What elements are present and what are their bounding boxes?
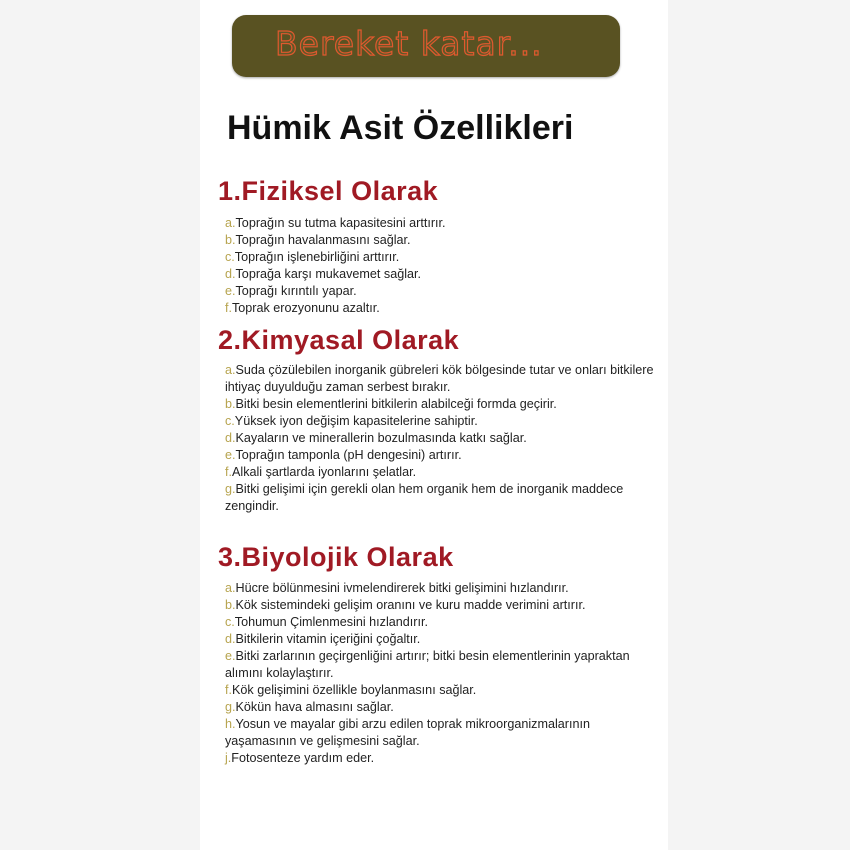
- item-text: Kök gelişimini özellikle boylanmasını sağlar.: [232, 683, 477, 697]
- list-item: [225, 464, 655, 481]
- item-text: Yosun ve mayalar gibi arzu edilen toprak mikroorganizmalarının yaşamasının ve gelişmesini sağlar.: [225, 717, 590, 748]
- item-marker: b.: [225, 397, 236, 411]
- item-text: Hücre bölünmesini ivmelendirerek bitki gelişimini hızlandırır.: [235, 581, 569, 595]
- item-marker: j.: [225, 751, 232, 765]
- item-text: Bitkilerin vitamin içeriğini çoğaltır.: [235, 632, 421, 646]
- item-marker: b.: [225, 233, 236, 247]
- list-item: [225, 614, 655, 631]
- list-item: [225, 682, 655, 699]
- list-item: [225, 750, 655, 767]
- item-text: Toprağın işlenebirliğini arttırır.: [234, 250, 400, 264]
- section-list-biological: [225, 580, 655, 767]
- item-text: Toprağa karşı mukavemet sağlar.: [235, 267, 422, 281]
- list-item: [225, 716, 655, 750]
- list-item: [225, 300, 655, 317]
- item-text: Kayaların ve minerallerin bozulmasında katkı sağlar.: [235, 431, 527, 445]
- item-text: Toprağın havalanmasını sağlar.: [235, 233, 411, 247]
- list-item: [225, 580, 655, 597]
- section-title-physical: 1.Fiziksel Olarak: [218, 176, 439, 206]
- list-item: [225, 631, 655, 648]
- item-marker: e.: [225, 448, 236, 462]
- item-marker: d.: [225, 267, 236, 281]
- section-list-physical: [225, 215, 655, 317]
- item-marker: b.: [225, 598, 236, 612]
- item-text: Tohumun Çimlenmesini hızlandırır.: [234, 615, 428, 629]
- section-list-chemical: [225, 362, 655, 515]
- list-item: [225, 481, 655, 515]
- item-marker: a.: [225, 363, 236, 377]
- item-marker: a.: [225, 581, 236, 595]
- item-text: Yüksek iyon değişim kapasitelerine sahiptir.: [234, 414, 478, 428]
- item-marker: h.: [225, 717, 236, 731]
- list-item: [225, 396, 655, 413]
- item-marker: e.: [225, 649, 236, 663]
- list-item: [225, 266, 655, 283]
- page-title: Hümik Asit Özellikleri: [227, 109, 574, 147]
- list-item: [225, 597, 655, 614]
- section-title-chemical: 2.Kimyasal Olarak: [218, 325, 460, 355]
- item-text: Suda çözülebilen inorganik gübreleri kök bölgesinde tutar ve onları bitkilere ihtiyaç duyulduğu zaman serbest bırakır.: [225, 363, 654, 394]
- item-marker: a.: [225, 216, 236, 230]
- item-text: Toprağın su tutma kapasitesini arttırır.: [235, 216, 446, 230]
- item-marker: c.: [225, 414, 235, 428]
- item-text: Toprak erozyonunu azaltır.: [232, 301, 380, 315]
- item-text: Bitki gelişimi için gerekli olan hem organik hem de inorganik maddece zengindir.: [225, 482, 624, 513]
- list-item: [225, 447, 655, 464]
- item-text: Bitki zarlarının geçirgenliğini artırır; bitki besin elementlerinin yapraktan alımını kolaylaştırır.: [225, 649, 630, 680]
- list-item: [225, 413, 655, 430]
- section-title-biological: 3.Biyolojik Olarak: [218, 542, 454, 572]
- item-text: Alkali şartlarda iyonlarını şelatlar.: [232, 465, 417, 479]
- item-text: Toprağı kırıntılı yapar.: [235, 284, 357, 298]
- item-text: Kök sistemindeki gelişim oranını ve kuru madde verimini artırır.: [235, 598, 586, 612]
- item-marker: g.: [225, 700, 236, 714]
- item-text: Kökün hava almasını sağlar.: [235, 700, 394, 714]
- list-item: [225, 283, 655, 300]
- item-marker: e.: [225, 284, 236, 298]
- item-marker: c.: [225, 615, 235, 629]
- item-marker: d.: [225, 431, 236, 445]
- item-marker: f.: [225, 683, 232, 697]
- item-text: Toprağın tamponla (pH dengesini) artırır.: [235, 448, 462, 462]
- list-item: [225, 232, 655, 249]
- item-marker: f.: [225, 301, 232, 315]
- list-item: [225, 362, 655, 396]
- item-marker: c.: [225, 250, 235, 264]
- list-item: [225, 648, 655, 682]
- item-text: Bitki besin elementlerini bitkilerin alabilceği formda geçirir.: [235, 397, 557, 411]
- item-marker: g.: [225, 482, 236, 496]
- list-item: [225, 699, 655, 716]
- item-marker: f.: [225, 465, 232, 479]
- list-item: [225, 249, 655, 266]
- list-item: [225, 215, 655, 232]
- slogan-text: Bereket katar...: [275, 24, 543, 63]
- item-marker: d.: [225, 632, 236, 646]
- item-text: Fotosenteze yardım eder.: [231, 751, 375, 765]
- list-item: [225, 430, 655, 447]
